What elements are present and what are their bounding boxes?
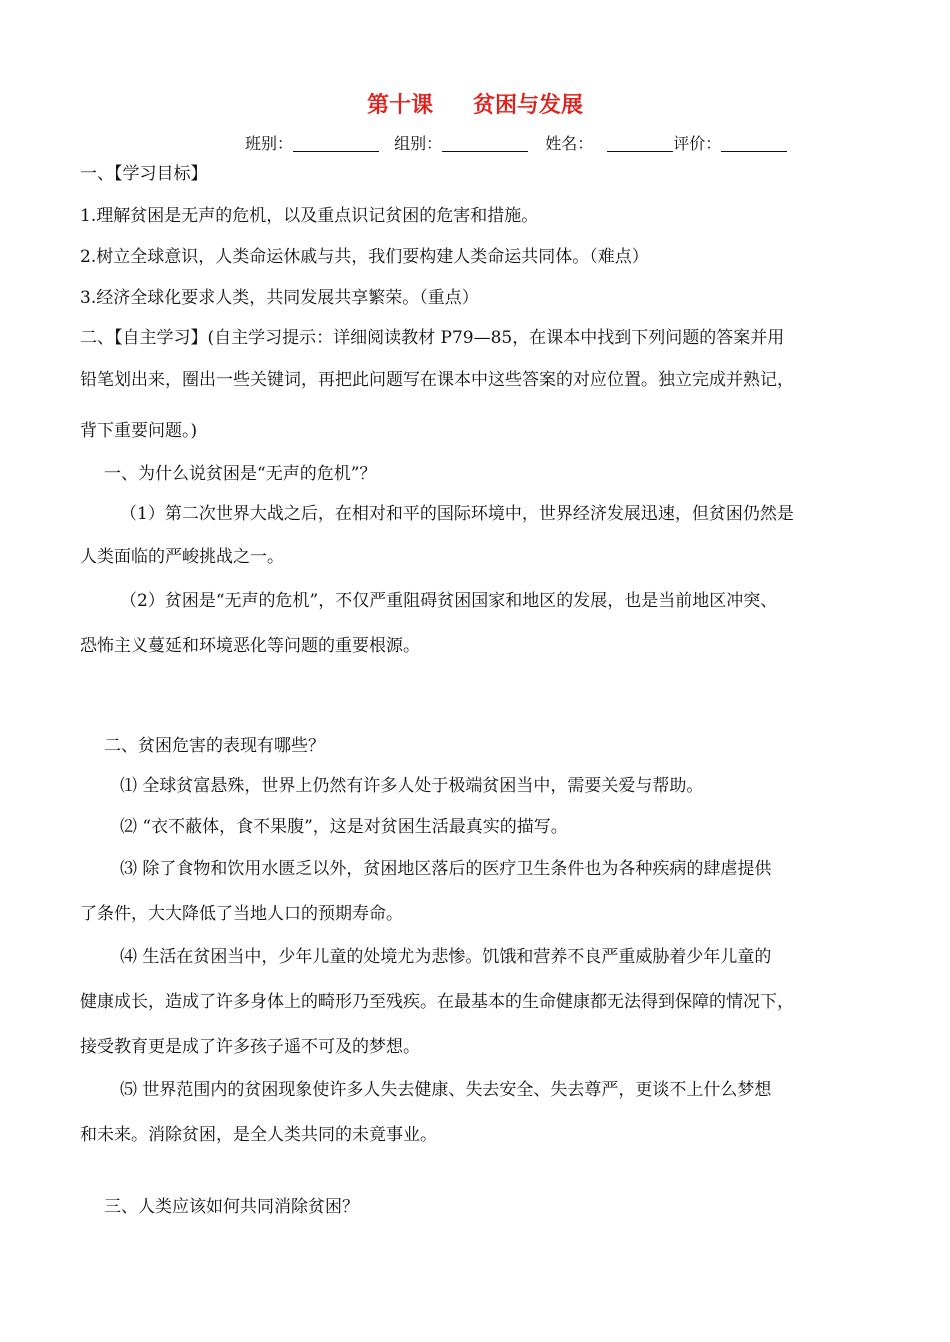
name-blank[interactable] [607, 135, 673, 152]
lesson-number: 第十课 [366, 92, 433, 118]
answer-2-3: ⑶ 除了食物和饮用水匮乏以外，贫困地区落后的医疗卫生条件也为各种疾病的肆虐提供 [120, 859, 772, 879]
goal-3: 3.经济全球化要求人类，共同发展共享繁荣。（重点） [80, 288, 479, 308]
goal-1: 1.理解贫困是无声的危机，以及重点识记贫困的危害和措施。 [80, 206, 539, 226]
answer-2-4-cont: 健康成长，造成了许多身体上的畸形乃至残疾。在最基本的生命健康都无法得到保障的情况下， [80, 992, 794, 1012]
answer-2-4: ⑷ 生活在贫困当中，少年儿童的处境尤为悲惨。饥饿和营养不良严重威胁着少年儿童的 [120, 947, 772, 967]
group-blank[interactable] [442, 135, 528, 152]
question-2-heading: 二、贫困危害的表现有哪些？ [104, 736, 325, 756]
class-label: 班别： [245, 134, 294, 153]
eval-label: 评价： [673, 134, 722, 153]
lesson-title: 贫困与发展 [473, 92, 584, 118]
answer-2-2: ⑵ “衣不蔽体，食不果腹”，这是对贫困生活最真实的描写。 [120, 817, 568, 837]
answer-2-4-end: 接受教育更是成了许多孩子遥不可及的梦想。 [80, 1037, 420, 1057]
class-blank[interactable] [293, 135, 379, 152]
answer-2-3-cont: 了条件，大大降低了当地人口的预期寿命。 [80, 904, 403, 924]
page-title [0, 92, 950, 118]
answer-2-5-cont: 和未来。消除贫困，是全人类共同的未竟事业。 [80, 1125, 437, 1145]
self-study-text: 铅笔划出来，圈出一些关键词，再把此问题写在课本中这些答案的对应位置。独立完成并熟记， [80, 370, 794, 390]
answer-2-1: ⑴ 全球贫富悬殊，世界上仍然有许多人处于极端贫困当中，需要关爱与帮助。 [120, 776, 704, 796]
goal-2: 2.树立全球意识，人类命运休戚与共，我们要构建人类命运共同体。（难点） [80, 247, 649, 267]
student-info-row [245, 134, 787, 154]
answer-1-1-cont: 人类面临的严峻挑战之一。 [80, 547, 284, 567]
answer-1-2-cont: 恐怖主义蔓延和环境恶化等问题的重要根源。 [80, 636, 420, 656]
question-1-heading: 一、为什么说贫困是“无声的危机”？ [104, 464, 377, 484]
self-study-heading: 二、【自主学习】(自主学习提示：详细阅读教材 P79—85，在课本中找到下列问题的答案并用 [80, 328, 785, 348]
answer-2-5: ⑸ 世界范围内的贫困现象使许多人失去健康、失去安全、失去尊严，更谈不上什么梦想 [120, 1080, 772, 1100]
group-label: 组别： [394, 134, 443, 153]
answer-1-2: （2）贫困是“无声的危机”，不仅严重阻碍贫困国家和地区的发展，也是当前地区冲突、 [120, 591, 778, 611]
answer-1-1: （1）第二次世界大战之后，在相对和平的国际环境中，世界经济发展迅速，但贫困仍然是 [120, 504, 794, 524]
name-label: 姓名： [545, 134, 594, 153]
section-learning-goals-heading: 一、【学习目标】 [80, 164, 208, 184]
eval-blank[interactable] [721, 135, 787, 152]
self-study-text-end: 背下重要问题。) [80, 421, 198, 441]
question-3-heading: 三、人类应该如何共同消除贫困？ [104, 1197, 359, 1217]
